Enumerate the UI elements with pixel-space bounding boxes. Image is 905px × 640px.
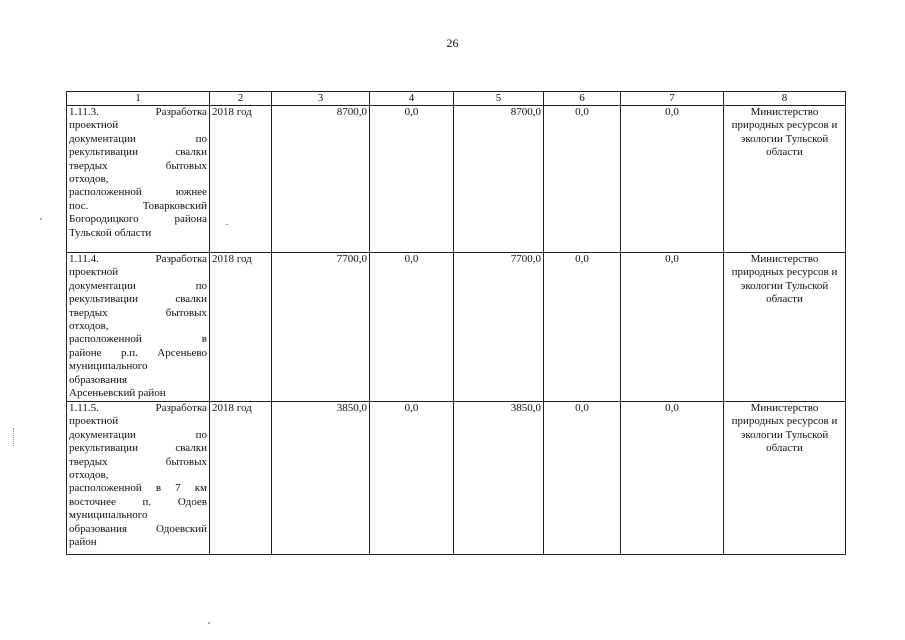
column-header: 3	[272, 92, 370, 106]
description-line: район	[69, 536, 97, 549]
description-line: рекультивации свалки	[69, 293, 207, 306]
description-line: твердых бытовых	[69, 159, 207, 172]
column-header: 8	[724, 92, 846, 106]
description-line: расположенной в 7 км	[69, 482, 207, 495]
description-line: документации по	[69, 132, 207, 145]
amount-cell: 0,0	[370, 402, 454, 555]
responsible-org: Министерство природных ресурсов и экологии Тульской области	[724, 402, 846, 555]
description-line: муниципального	[69, 360, 148, 373]
amount-cell: 3850,0	[454, 402, 544, 555]
description-line: 1.11.4. Разработка	[69, 253, 207, 265]
description-line: 1.11.3. Разработка	[69, 106, 207, 118]
description-line: твердых бытовых	[69, 455, 207, 468]
description-line: Тульской области	[69, 226, 152, 239]
page-number: 26	[446, 36, 459, 50]
scan-speck	[40, 218, 42, 220]
amount-cell: 0,0	[544, 253, 621, 402]
description-line: образования Одоевский	[69, 522, 207, 535]
amount-cell: 0,0	[370, 106, 454, 253]
column-header: 2	[210, 92, 272, 106]
data-table	[66, 91, 846, 555]
description-line: 1.11.5. Разработка	[69, 402, 207, 414]
description-line: Богородицкого района	[69, 213, 207, 226]
amount-cell: 0,0	[621, 106, 724, 253]
activity-description	[67, 106, 210, 253]
description-line: расположенной южнее	[69, 186, 207, 199]
amount-cell: 0,0	[621, 253, 724, 402]
activity-description	[67, 402, 210, 555]
description-line: отходов,	[69, 469, 109, 482]
description-line: проектной	[69, 415, 119, 428]
description-line: рекультивации свалки	[69, 146, 207, 159]
amount-cell: 7700,0	[454, 253, 544, 402]
description-line: муниципального	[69, 509, 148, 522]
description-line: отходов,	[69, 173, 109, 186]
column-header: 6	[544, 92, 621, 106]
amount-cell: 8700,0	[272, 106, 370, 253]
amount-cell: 0,0	[370, 253, 454, 402]
table-row	[67, 253, 846, 402]
description-line: расположенной в	[69, 333, 207, 346]
description-line: районе р.п. Арсеньево	[69, 346, 207, 359]
description-line: проектной	[69, 119, 119, 132]
description-line: документации по	[69, 279, 207, 292]
description-line: пос. Товарковский	[69, 199, 207, 212]
year-cell: 2018 год	[210, 402, 272, 555]
table-header-row	[67, 92, 846, 106]
responsible-org: Министерство природных ресурсов и экологии Тульской области	[724, 253, 846, 402]
table-row	[67, 402, 846, 555]
year-cell: 2018 год	[210, 253, 272, 402]
scan-speck	[13, 428, 16, 446]
amount-cell: 0,0	[544, 106, 621, 253]
description-line: отходов,	[69, 320, 109, 333]
description-line: Арсеньевский район	[69, 387, 166, 400]
description-line: твердых бытовых	[69, 306, 207, 319]
description-line: образования	[69, 373, 128, 386]
amount-cell: 0,0	[621, 402, 724, 555]
description-line: документации по	[69, 428, 207, 441]
column-header: 7	[621, 92, 724, 106]
table-row	[67, 106, 846, 253]
year-cell: 2018 год	[210, 106, 272, 253]
amount-cell: 3850,0	[272, 402, 370, 555]
description-line: рекультивации свалки	[69, 442, 207, 455]
description-line: восточнее п. Одоев	[69, 495, 207, 508]
activity-description	[67, 253, 210, 402]
amount-cell: 8700,0	[454, 106, 544, 253]
column-header: 1	[67, 92, 210, 106]
amount-cell: 0,0	[544, 402, 621, 555]
responsible-org: Министерство природных ресурсов и экологии Тульской области	[724, 106, 846, 253]
amount-cell: 7700,0	[272, 253, 370, 402]
scan-speck	[208, 622, 210, 624]
column-header: 4	[370, 92, 454, 106]
description-line: проектной	[69, 266, 119, 279]
column-header: 5	[454, 92, 544, 106]
